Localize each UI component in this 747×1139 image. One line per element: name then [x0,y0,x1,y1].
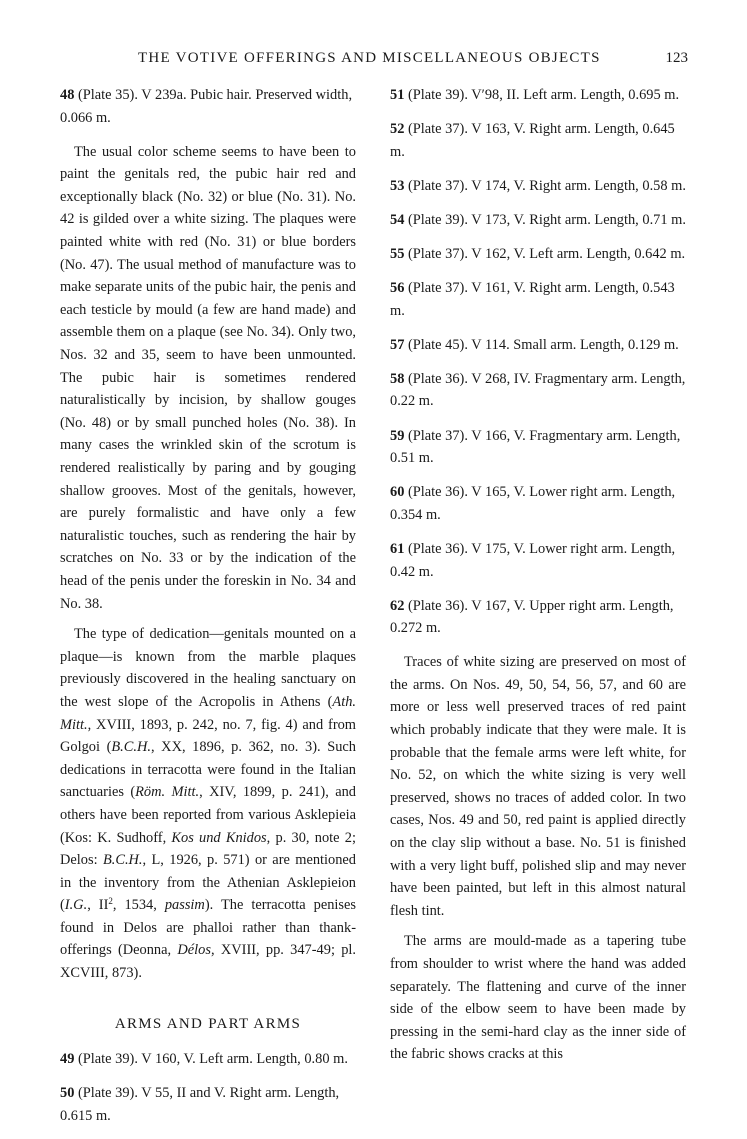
entry-text: (Plate 37). V 174, V. Right arm. Length, 0.58 m. [408,177,686,194]
catalogue-entry [390,425,686,470]
entry-number: 59 [390,427,405,444]
entry-text: (Plate 37). V 162, V. Left arm. Length, 0.642 m. [408,245,686,262]
entry-text: (Plate 37). V 166, V. Fragmentary arm. Length, 0.51 m. [390,427,681,467]
paragraph-white-sizing: Traces of white sizing are preserved on most of the arms. On Nos. 49, 50, 54, 56, 57, and 60 are more or less well preserved traces of red paint which probably indicate that they were male. It is probable that the female arms were left white, for No. 52, on which the white sizing is very well preserved, shows no traces of added color. In two cases, Nos. 49 and 50, red paint is applied directly on the clay slip without a base. No. 51 is finished with a very light buff, polished slip and may never have been painted, but left in this almost natural flesh tint. [390,654,686,919]
catalogue-entry [390,175,686,198]
right-column [390,84,686,1074]
entry-text: (Plate 37). V 161, V. Right arm. Length, 0.543 m. [390,280,675,319]
entry-text: (Plate 39). V′98, II. Left arm. Length, 0.695 m. [408,87,680,103]
left-column [60,84,356,1139]
catalogue-entry [390,243,686,266]
catalogue-entry [390,538,686,583]
entry-number: 62 [390,597,405,614]
entry-number: 53 [390,177,405,194]
entry-number: 60 [390,484,405,501]
entry-number: 56 [390,280,405,297]
entry-number: 57 [390,336,405,353]
entry-number: 50 [60,1085,75,1102]
entry-number: 61 [390,540,405,557]
paragraph-dedication: The type of dedication—genitals mounted on a plaque—is known from the marble plaques previously discovered in the healing sanctuary on the west slope of the Acropolis in Athens (Ath. Mitt., XVIII, 1893, p. 242, no. 7, fig. 4) and from Golgoi (B.C.H., XX, 1896, p. 362, no. 3). Such dedications in terracotta were found in the Italian sanctuaries (Röm. Mitt., XIV, 1899, p. 241), and others have been reported from various Asklepieia (Kos: K. Sudhoff, Kos und Knidos, p. 30, note 2; Delos: B.C.H., L, 1926, p. 571) or are mentioned in the inventory from the Athenian Asklepieion (I.G., $II^2$, 1534, passim). The terracotta penises found in Delos are phalloi rather than thank-offerings (Deonna, Délos, XVIII, pp. 347-49; pl. XCVIII, 873). [60,626,357,982]
page-header [60,50,688,72]
running-head: THE VOTIVE OFFERINGS AND MISCELLANEOUS OBJECTS [138,50,601,66]
entry-text: (Plate 35). V 239a. Pubic hair. Preserved width, 0.066 m. [60,87,353,126]
catalogue-entry [390,84,686,107]
section-heading: ARMS AND PART ARMS [114,1015,302,1032]
entry-number: 54 [390,211,405,228]
entry-text: (Plate 39). V 173, V. Right arm. Length, 0.71 m. [408,211,686,228]
entry-number: 48 [60,87,75,103]
entry-text: (Plate 39). V 55, II and V. Right arm. Length, 0.615 m. [60,1085,340,1124]
catalogue-entry [390,334,686,357]
entry-number: 58 [390,370,405,387]
catalogue-entry [390,481,686,526]
catalogue-entry [390,595,686,640]
paragraph-mould-made: The arms are mould-made as a tapering tube from shoulder to wrist where the hand was added separately. The flattening and curve of the inner side of the elbow seem to have been made by pressing in the semi-hard clay as the inner side of the fabric shows cracks at this [390,933,686,1063]
entry-number: 52 [390,121,405,138]
catalogue-entry [60,84,356,129]
entry-number: 51 [390,87,405,103]
entry-text: (Plate 36). V 165, V. Lower right arm. Length, 0.354 m. [390,484,676,523]
catalogue-entry [390,368,686,413]
entry-number: 49 [60,1051,75,1068]
catalogue-entry [390,277,686,322]
catalogue-entry [60,1048,356,1071]
page-number: 123 [665,50,688,66]
entry-text: (Plate 36). V 167, V. Upper right arm. Length, 0.272 m. [390,597,674,637]
catalogue-entry [390,118,686,163]
paragraph-color-scheme: The usual color scheme seems to have been to paint the genitals red, the pubic hair red and exceptionally black (No. 32) or blue (No. 31). No. 42 is gilded over a white sizing. The plaques were painted white with red (No. 31) or blue borders (No. 47). The usual method of manufacture was to make separate units of the pubic hair, the penis and each testicle by mould (a few are hand made) and assemble them on a plaque (see No. 34). Only two, Nos. 32 and 35, seem to have been unmounted. The pubic hair is sometimes rendered naturalistically by incision, by shallow gouges (No. 48) or by small punched holes (No. 38). In many cases the wrinkled skin of the scrotum is rendered realistically by paring and by gouging shallow grooves. Most of the genitals, however, are purely formalistic and have only a few naturalistic touches, such as rendering the hair by scratches on No. 33 or by the indication of the head of the penis under the foreskin in No. 34 and No. 38. [60,143,356,612]
entry-number: 55 [390,245,405,262]
entry-text: (Plate 36). V 175, V. Lower right arm. Length, 0.42 m. [390,540,676,580]
catalogue-entry [60,1082,356,1127]
entry-text: (Plate 36). V 268, IV. Fragmentary arm. Length, 0.22 m. [390,370,686,410]
entry-text: (Plate 45). V 114. Small arm. Length, 0.129 m. [408,336,679,353]
catalogue-entry [390,209,686,232]
entry-text: (Plate 37). V 163, V. Right arm. Length, 0.645 m. [390,121,675,160]
entry-text: (Plate 39). V 160, V. Left arm. Length, 0.80 m. [78,1051,348,1068]
